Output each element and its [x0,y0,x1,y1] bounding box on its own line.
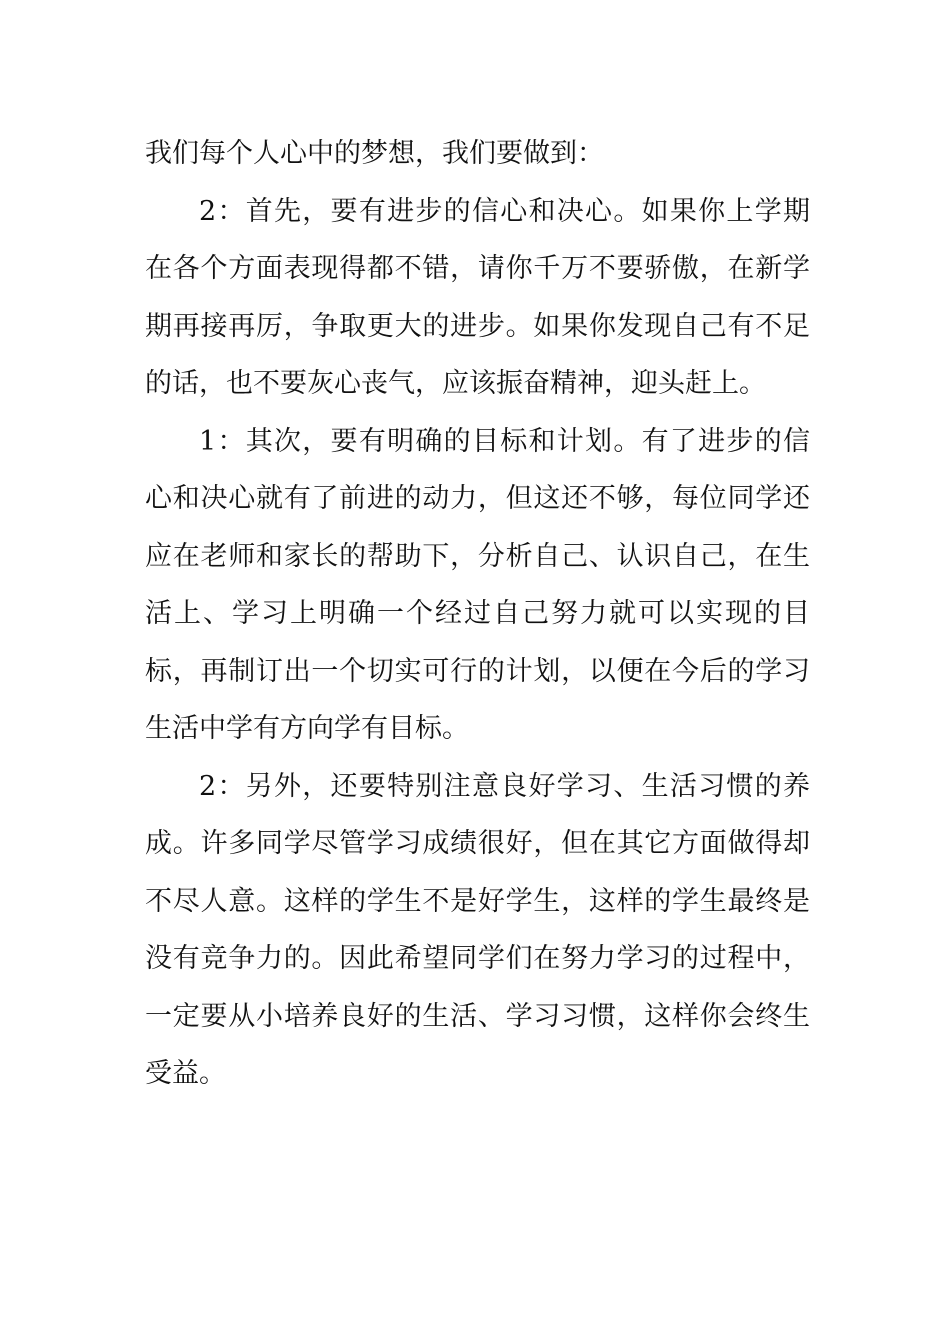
paragraph-point-goals: 1：其次，要有明确的目标和计划。有了进步的信心和决心就有了前进的动力，但这还不够，每位同学还应在老师和家长的帮助下，分析自己、认识自己，在生活上、学习上明确一个经过自己努力就可以实现的目标，再制订出一个切实可行的计划，以便在今后的学习生活中学有方向学有目标。 [145,425,810,744]
paragraph-intro: 我们每个人心中的梦想，我们要做到： [145,138,604,169]
document-body [145,125,810,1103]
paragraph-point-confidence: 2：首先，要有进步的信心和决心。如果你上学期在各个方面表现得都不错，请你千万不要骄傲，在新学期再接再厉，争取更大的进步。如果你发现自己有不足的话，也不要灰心丧气，应该振奋精神，迎头赶上。 [145,195,810,399]
paragraph-point-habits: 2：另外，还要特别注意良好学习、生活习惯的养成。许多同学尽管学习成绩很好，但在其它方面做得却不尽人意。这样的学生不是好学生，这样的学生最终是没有竞争力的。因此希望同学们在努力学习的过程中，一定要从小培养良好的生活、学习习惯，这样你会终生受益。 [145,770,810,1089]
